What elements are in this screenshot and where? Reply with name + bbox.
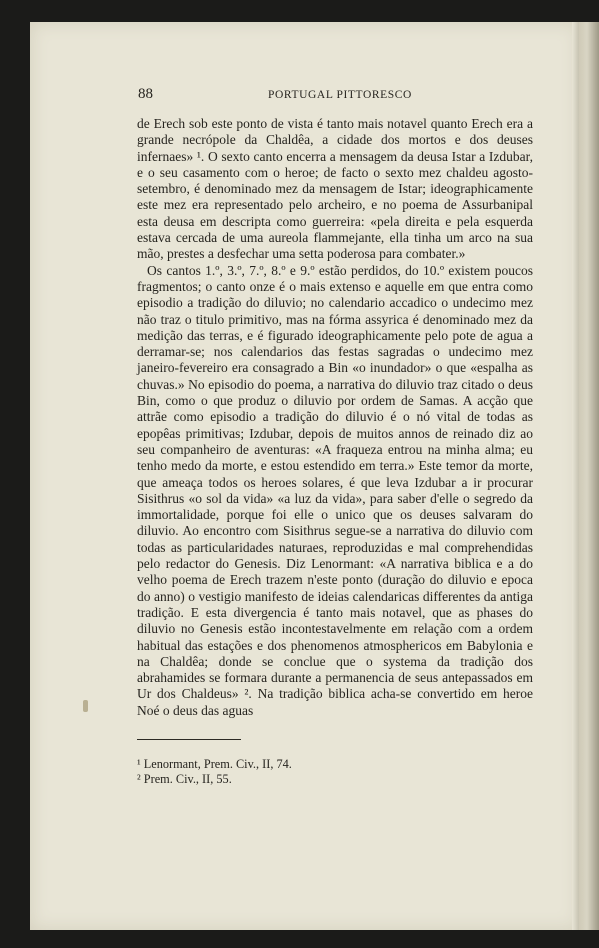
footnote: ¹ Lenormant, Prem. Civ., II, 74. [137,757,292,771]
page-number: 88 [138,86,153,102]
footnote: ² Prem. Civ., II, 55. [137,771,232,786]
paper-stain [83,700,88,712]
paragraph: Os cantos 1.º, 3.º, 7.º, 8.º e 9.º estão perdidos, do 10.º existem poucos fragmentos; o canto onze é o mais extenso e aquelle em que entra como episodio a tradição do diluvio; no calendario accadico o undecimo mez não traz o titulo primitivo, mas na fórma assyrica é denominado mez da medição das terras, e é figurado ideographicamente pelo pote de agua a derramar-se; nos calendarios das festas sagradas o undecimo mez janeiro-fevereiro era consagrado a Bin «o inundador» o que «espalha as chuvas.» No episodio do poema, a narrativa do diluvio traz citado o deus Bin, como o que produz o diluvio por ordem de Samas. A acção que attrãe como episodio a tradição do diluvio é o nó vital de todas as epopêas primitivas; Izdubar, depois de muitos annos de reinado diz ao seu companheiro de aventuras: «A fraqueza entrou na minha alma; eu tenho medo da morte, e estou estendido em terra.» Este temor da morte, que ameaça todos os heroes solares, é que leva Izdubar a ir procurar Sisithrus «o sol da vida» «a luz da vida», para saber d'elle o segredo da immortalidade, porque foi elle o unico que os deuses salvaram do diluvio. Ao encontro com Sisithrus segue-se a narrativa do diluvio com todas as particularidades naturaes, reproduzidas e mal comprehendidas pelo redactor do Genesis. Diz Lenormant: «A narrativa biblica e a do velho poema de Erech trazem n'este ponto (duração do diluvio e epoca do anno) o vestigio manifesto de ideias calendaricas differentes da antiga tradição. E esta divergencia é tanto mais notavel, que as phases do diluvio no Genesis estão incontestavelmente em relação com a ordem habitual das estações e dos phenomenos atmosphericos em Babylonia e na Chaldêa; donde se conclue que o systema da tradição dos abrahamides se formara durante a permanencia de seus antepassados em Ur dos Chaldeus» ². Na tradição biblica acha-se convertido em heroe Noé o deus das aguas [137,262,533,718]
footnote-rule [137,739,241,740]
page-header [138,86,533,108]
running-title: PORTUGAL PITTORESCO [268,89,412,101]
body-text [137,116,533,719]
book-spine-edge [579,22,599,930]
paragraph: de Erech sob este ponto de vista é tanto mais notavel quanto Erech era a grande necrópole da Chaldêa, a cidade dos mortos e dos deuses infernaes» ¹. O sexto canto encerra a mensagem da deusa Istar a Izdubar, e o seu casamento com o heroe; de facto o sexto mez chaldeu agosto-setembro, é denominado mez da mensagem de Istar; ideographicamente este mez era representado pelo archeiro, e no poema de Assurbanipal esta deusa em descripta como guerreira: «pela direita e pela esquerda estava cercada de uma aureola flammejante, ella tinha um arco na sua mão, prestes a desfechar uma setta poderosa para combater.» [137,116,533,262]
footnotes [137,757,437,786]
page-edge-shadow [572,22,579,930]
